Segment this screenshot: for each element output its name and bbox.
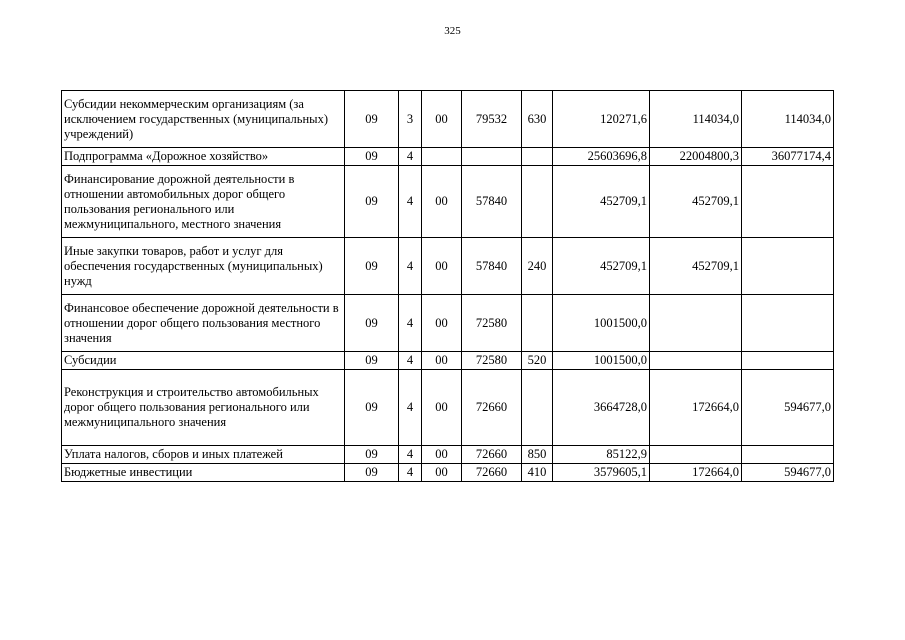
- section-code: 09: [345, 148, 399, 166]
- amount-year-2: 452709,1: [650, 238, 742, 295]
- amount-year-2: 172664,0: [650, 464, 742, 482]
- amount-year-3: 594677,0: [742, 464, 834, 482]
- section-code: 09: [345, 352, 399, 370]
- section-code: 09: [345, 238, 399, 295]
- expense-type-code: 240: [522, 238, 553, 295]
- program-code: 00: [422, 370, 462, 446]
- amount-year-1: 452709,1: [553, 166, 650, 238]
- target-article-code: 57840: [462, 238, 522, 295]
- expense-type-code: [522, 166, 553, 238]
- amount-year-1: 1001500,0: [553, 295, 650, 352]
- amount-year-2: 114034,0: [650, 91, 742, 148]
- row-name: Иные закупки товаров, работ и услуг для обеспечения государственных (муниципальных) нужд: [62, 238, 345, 295]
- expense-type-code: [522, 295, 553, 352]
- row-name: Бюджетные инвестиции: [62, 464, 345, 482]
- subsection-code: 4: [399, 295, 422, 352]
- amount-year-2: 452709,1: [650, 166, 742, 238]
- amount-year-2: [650, 446, 742, 464]
- target-article-code: 79532: [462, 91, 522, 148]
- row-name: Финансовое обеспечение дорожной деятельности в отношении дорог общего пользования местного значения: [62, 295, 345, 352]
- amount-year-1: 25603696,8: [553, 148, 650, 166]
- row-name: Реконструкция и строительство автомобильных дорог общего пользования регионального или межмуниципального значения: [62, 370, 345, 446]
- expense-type-code: 410: [522, 464, 553, 482]
- row-name: Субсидии некоммерческим организациям (за исключением государственных (муниципальных) учреждений): [62, 91, 345, 148]
- row-name: Субсидии: [62, 352, 345, 370]
- expense-type-code: 520: [522, 352, 553, 370]
- table-row: [62, 446, 834, 464]
- program-code: 00: [422, 464, 462, 482]
- amount-year-2: 172664,0: [650, 370, 742, 446]
- program-code: 00: [422, 166, 462, 238]
- table-row: [62, 166, 834, 238]
- expense-type-code: [522, 148, 553, 166]
- table-row: [62, 352, 834, 370]
- amount-year-1: 85122,9: [553, 446, 650, 464]
- amount-year-3: 114034,0: [742, 91, 834, 148]
- subsection-code: 4: [399, 464, 422, 482]
- amount-year-1: 3579605,1: [553, 464, 650, 482]
- target-article-code: [462, 148, 522, 166]
- expense-type-code: 850: [522, 446, 553, 464]
- amount-year-3: 594677,0: [742, 370, 834, 446]
- page-number: 325: [444, 25, 461, 37]
- program-code: 00: [422, 446, 462, 464]
- amount-year-2: [650, 295, 742, 352]
- subsection-code: 4: [399, 166, 422, 238]
- target-article-code: 72580: [462, 352, 522, 370]
- table-row: [62, 370, 834, 446]
- table-row: [62, 148, 834, 166]
- program-code: 00: [422, 91, 462, 148]
- amount-year-3: 36077174,4: [742, 148, 834, 166]
- program-code: 00: [422, 295, 462, 352]
- amount-year-1: 452709,1: [553, 238, 650, 295]
- amount-year-3: [742, 352, 834, 370]
- section-code: 09: [345, 464, 399, 482]
- amount-year-2: 22004800,3: [650, 148, 742, 166]
- target-article-code: 72660: [462, 446, 522, 464]
- subsection-code: 4: [399, 238, 422, 295]
- subsection-code: 3: [399, 91, 422, 148]
- table-row: [62, 295, 834, 352]
- section-code: 09: [345, 370, 399, 446]
- target-article-code: 72660: [462, 464, 522, 482]
- program-code: [422, 148, 462, 166]
- program-code: 00: [422, 238, 462, 295]
- expense-type-code: [522, 370, 553, 446]
- amount-year-3: [742, 166, 834, 238]
- row-name: Уплата налогов, сборов и иных платежей: [62, 446, 345, 464]
- subsection-code: 4: [399, 446, 422, 464]
- section-code: 09: [345, 91, 399, 148]
- amount-year-1: 3664728,0: [553, 370, 650, 446]
- amount-year-3: [742, 295, 834, 352]
- subsection-code: 4: [399, 352, 422, 370]
- expense-type-code: 630: [522, 91, 553, 148]
- section-code: 09: [345, 446, 399, 464]
- section-code: 09: [345, 295, 399, 352]
- budget-table: [61, 90, 834, 482]
- amount-year-1: 1001500,0: [553, 352, 650, 370]
- target-article-code: 72580: [462, 295, 522, 352]
- row-name: Подпрограмма «Дорожное хозяйство»: [62, 148, 345, 166]
- target-article-code: 72660: [462, 370, 522, 446]
- table-row: [62, 464, 834, 482]
- table-row: [62, 91, 834, 148]
- amount-year-3: [742, 238, 834, 295]
- subsection-code: 4: [399, 148, 422, 166]
- amount-year-2: [650, 352, 742, 370]
- target-article-code: 57840: [462, 166, 522, 238]
- subsection-code: 4: [399, 370, 422, 446]
- amount-year-3: [742, 446, 834, 464]
- amount-year-1: 120271,6: [553, 91, 650, 148]
- table-row: [62, 238, 834, 295]
- program-code: 00: [422, 352, 462, 370]
- row-name: Финансирование дорожной деятельности в отношении автомобильных дорог общего пользования регионального или межмуниципального, местного значения: [62, 166, 345, 238]
- section-code: 09: [345, 166, 399, 238]
